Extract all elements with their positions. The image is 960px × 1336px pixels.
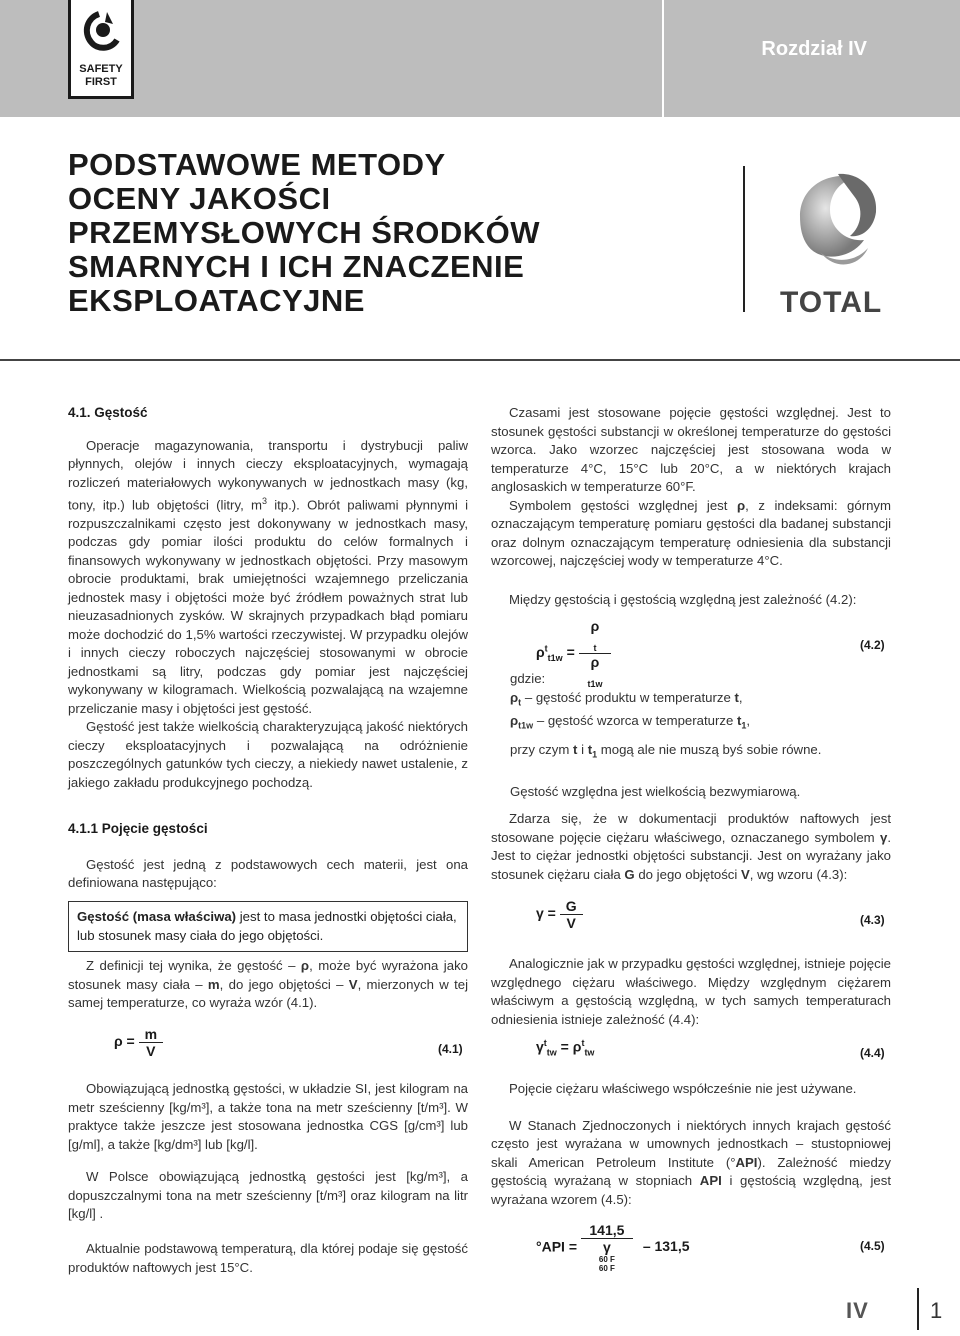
left-column-5 xyxy=(68,1168,468,1224)
paragraph xyxy=(491,497,891,571)
text: ρ xyxy=(572,1038,582,1055)
left-column-2 xyxy=(68,820,468,893)
header-divider xyxy=(662,0,664,117)
text: Z definicji tej wynika, że gęstość – xyxy=(86,958,301,973)
chapter-label: Rozdział IV xyxy=(761,38,867,60)
equation-4-3 xyxy=(536,898,583,931)
text: γ xyxy=(536,1038,544,1055)
text: . Jest to ciężar jednostki objętości substancji. Jest on wyrażany jako stosunek ciężaru ciała xyxy=(491,829,891,882)
eq-indices xyxy=(587,1255,627,1273)
text: API xyxy=(699,1173,722,1188)
eq-numerator: 141,5 xyxy=(581,1222,633,1239)
paragraph: W Polsce obowiązującą jednostką gęstości jest [kg/m³], a dopuszczalnymi tona na metr sześcienny [t/m³] oraz kilogram na litr [kg/l] . xyxy=(68,1169,468,1221)
text: t xyxy=(544,643,548,654)
section-heading-4-1: 4.1. Gęstość xyxy=(68,405,148,420)
section-heading-4-1-1: 4.1.1 Pojęcie gęstości xyxy=(68,821,208,836)
text: 60 F xyxy=(598,1255,615,1265)
text: V xyxy=(348,976,358,992)
right-column-2 xyxy=(491,810,891,884)
text: ρ xyxy=(590,618,600,634)
equation-number: (4.4) xyxy=(860,1046,885,1060)
eq-numerator: m xyxy=(139,1026,163,1043)
text: – gęstość wzorca w temperaturze xyxy=(533,712,737,728)
title-line: OCENY JAKOŚCI xyxy=(68,181,331,216)
text: Operacje magazynowania, transportu i dystrybucji paliw płynnych, olejów i innych cieczy eksploatacyjnych, wymagają rozliczeń materiałowych wykonywanych w jednostkach masy (kg, tony, itp.) lub objętości (litry, m xyxy=(68,437,468,513)
paragraph: Między gęstością i gęstością względną jest zależność (4.2): xyxy=(509,591,857,607)
text: W Stanach Zjednoczonych i niektórych innych krajach gęstość często jest wyrażana w umownych jednostkach – stustopniowej skali American Petroleum Institute (° xyxy=(491,1117,891,1170)
paragraph: Obowiązującą jednostką gęstości, w układzie SI, jest kilogram na metr sześcienny [kg/m³], a także tona na metr sześcienny [t/m³]. W praktyce także jeszcze jest stosowana jednostka CGS [g/cm³] lub [g/ml], a także [kg/dm³] lub [kg/l]. xyxy=(68,1081,468,1152)
paragraph: Aktualnie podstawową temperaturą, dla której podaje się gęstość produktów naftowych jest 15°C. xyxy=(68,1241,468,1275)
paragraph: Analogicznie jak w przypadku gęstości względnej, istnieje pojęcie względnego ciężaru właściwego. Między względnym ciężarem właściwym a gęstością względną, w tych samych temperaturach odniesienia istnieje zależność (4.4): xyxy=(491,956,891,1027)
eq-equals: = xyxy=(566,644,575,660)
text: t xyxy=(734,689,739,705)
equation-number: (4.5) xyxy=(860,1239,885,1253)
text: t xyxy=(593,642,597,653)
total-logo-icon xyxy=(790,166,882,276)
legend-item xyxy=(510,712,890,735)
header-rule xyxy=(0,359,960,361)
eq-numerator: G xyxy=(560,898,583,915)
safety-first-icon xyxy=(77,8,125,60)
paragraph: Gęstość jest jedną z podstawowych cech materii, jest ona definiowana następująco: xyxy=(68,856,468,890)
legend-title: gdzie: xyxy=(510,671,546,686)
eq-denominator xyxy=(581,1239,633,1273)
footer-section: IV xyxy=(846,1298,869,1323)
legend-item xyxy=(510,689,890,712)
text: , może być wyrażona jako stosunek masy ciała – xyxy=(68,958,468,992)
safety-first-logo xyxy=(68,0,134,99)
legend-note xyxy=(510,741,890,764)
text: tw xyxy=(584,1047,595,1058)
text: i xyxy=(577,741,588,757)
text: itp.). Obrót paliwami płynnymi i rozpuszczalnikami często jest dokonywany w jednostkach masy, podczas gdy pomiar ilości produktu do celów formalnych i finansowych wykonywany w jednostkach objętości. Przy masowym obrocie produktami, brak umiejętności wzajemnego przeliczania jednostek masy i objętości może być źródłem poważnych strat lub nieuzasadnionych zysków. W skrajnych przypadkach błąd pomiaru może dochodzić do 1,5% wartości rzeczywistej. W przypadku olejów i innych cieczy roboczych najczęściej stosowanymi w obrocie jednostkami są litry, podczas gdy pomiar jest najczęściej wykonywany w kilogramach. Wielkością pozwalającą na wzajemne przeliczanie masy i objętości jest gęstość. xyxy=(68,497,468,716)
eq-constant: – 131,5 xyxy=(642,1238,690,1255)
text: t xyxy=(736,712,742,728)
text: ). Zależność miedzy gęstością wyrażaną w stopniach xyxy=(491,1154,891,1188)
right-column-4 xyxy=(491,1080,891,1209)
eq-numerator xyxy=(579,618,612,654)
text: t1w xyxy=(547,652,563,663)
title-line: PRZEMYSŁOWYCH ŚRODKÓW xyxy=(68,215,541,250)
text: 1 xyxy=(592,749,598,760)
paragraph xyxy=(491,1117,891,1210)
text: , mierzonych w tej samej temperaturze, co wyraża wzór (4.1). xyxy=(68,976,468,1010)
right-column-3 xyxy=(491,955,891,1029)
text: ρ xyxy=(300,958,310,973)
paragraph: Gęstość jest także wielkością charakteryzującą jakość niektórych cieczy eksploatacyjnych i pozwalającą na odróżnienie poszczególnych gatunków tych cieczy, a niekiedy nawet ustalenie, z jakiego zakładu produkcyjnego pochodzą. xyxy=(68,719,468,790)
text: 60 F xyxy=(598,1264,615,1274)
eq-lhs: γ = xyxy=(536,905,556,922)
logo-line-2: FIRST xyxy=(85,76,117,88)
paragraph: Gęstość względna jest wielkością bezwymiarową. xyxy=(510,783,801,799)
text: Symbolem gęstości względnej jest xyxy=(509,497,737,513)
page-title xyxy=(68,148,628,318)
text: i gęstością względną, jest wyrażana wzorem (4.5): xyxy=(491,1173,891,1207)
text: γ xyxy=(603,1239,611,1255)
text: t xyxy=(587,741,593,757)
footer-divider xyxy=(917,1288,919,1330)
left-column-4 xyxy=(68,1080,468,1154)
paragraph xyxy=(491,810,891,884)
eq-denominator: V xyxy=(146,1043,156,1059)
left-column-3 xyxy=(68,957,468,1013)
text: = xyxy=(556,1038,573,1055)
eq-lhs xyxy=(536,643,563,663)
eq-fraction xyxy=(560,898,583,931)
text: t1w xyxy=(587,678,603,689)
text: V xyxy=(741,866,750,882)
eq-denominator: V xyxy=(566,915,576,931)
paragraph xyxy=(68,957,468,1013)
text: 1 xyxy=(741,720,747,731)
text: t xyxy=(543,1038,547,1048)
title-line: SMARNYCH I ICH ZNACZENIE xyxy=(68,249,525,284)
text: API xyxy=(735,1154,758,1170)
text: t xyxy=(573,741,578,757)
equation-number: (4.2) xyxy=(860,638,885,652)
text: , z indeksami: górnym oznaczającym temperaturę pomiaru gęstości dla badanej substancji oraz dolnym oznaczającym temperaturę odniesienia dla substancji wzorcowej, najczęściej wody w temperaturze 4°C. xyxy=(491,497,891,568)
text: ρ xyxy=(736,497,746,513)
logo-divider xyxy=(743,166,745,312)
text: , xyxy=(746,712,751,728)
text: tw xyxy=(546,1047,557,1058)
text: m xyxy=(207,976,220,992)
paragraph: Czasami jest stosowane pojęcie gęstości względnej. Jest to stosunek gęstości substancji w określonej temperaturze do gęstości wzorca. Jako wzorzec najczęściej jest stosowana woda w temperaturze 4°C, 15°C lub 20°C, a w niektórych krajach anglosaskich w temperaturze 60°F. xyxy=(491,405,891,494)
text: ρ xyxy=(510,689,519,705)
brand-wordmark: TOTAL xyxy=(780,286,883,319)
text: do jego objętości xyxy=(634,866,741,882)
equation-number: (4.1) xyxy=(438,1042,463,1056)
text: , wg wzoru (4.3): xyxy=(749,866,848,882)
eq-lhs: ρ = xyxy=(114,1033,135,1050)
title-line: EKSPLOATACYJNE xyxy=(68,283,365,318)
eq-fraction xyxy=(139,1026,163,1059)
text: Zdarza się, że w dokumentacji produktów naftowych jest stosowane pojęcie ciężaru właściwego, oznaczanego symbolem xyxy=(491,811,891,845)
definition-box xyxy=(68,901,468,952)
equation-number: (4.3) xyxy=(860,913,885,927)
text: , xyxy=(738,689,743,705)
eq-lhs: °API = xyxy=(536,1238,578,1255)
left-column-6 xyxy=(68,1240,468,1277)
text: t xyxy=(581,1038,585,1048)
equation-4-5 xyxy=(536,1222,690,1273)
left-column xyxy=(68,404,468,792)
definition-text: jest to masa jednostki objętości ciała, lub stosunek masy ciała do jego objętości. xyxy=(77,909,457,943)
text: γ xyxy=(879,829,888,845)
paragraph xyxy=(68,437,468,719)
text: , do jego objętości – xyxy=(219,976,349,992)
paragraph: Pojęcie ciężaru właściwego współcześnie nie jest używane. xyxy=(509,1081,857,1096)
text: mogą ale nie muszą byś sobie równe. xyxy=(597,741,822,757)
text: t xyxy=(518,697,522,708)
definition-term: Gęstość (masa właściwa) xyxy=(77,909,237,924)
text: – gęstość produktu w temperaturze xyxy=(521,689,735,705)
text: 3 xyxy=(261,496,267,506)
text: ρ xyxy=(536,644,545,660)
text: t1w xyxy=(518,720,534,731)
equation-4-4 xyxy=(536,1038,594,1057)
text: przy czym xyxy=(510,741,574,757)
text: ρ xyxy=(590,653,600,670)
legend xyxy=(510,670,890,801)
right-column xyxy=(491,404,891,609)
equation-4-1 xyxy=(114,1026,163,1059)
eq-fraction xyxy=(581,1222,633,1273)
text: ρ xyxy=(510,712,519,728)
logo-line-1: SAFETY xyxy=(79,63,123,75)
text: G xyxy=(624,866,635,882)
title-line: PODSTAWOWE METODY xyxy=(68,147,446,182)
page-number: 1 xyxy=(930,1298,943,1323)
